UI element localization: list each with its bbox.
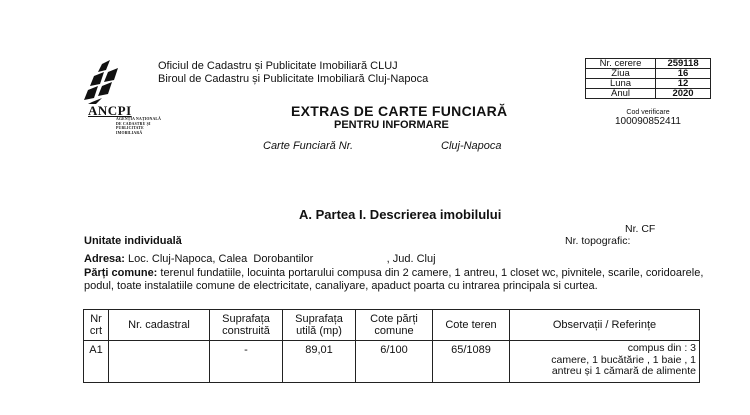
address-label: Adresa: [84, 253, 125, 265]
info-value: 12 [656, 79, 711, 89]
col-suprafata-utila: Suprafața utilă (mp) [283, 310, 356, 341]
common-parts [84, 267, 714, 292]
info-row [586, 69, 711, 79]
col-suprafata-construita: Suprafața construită [210, 310, 283, 341]
office-line-1: Oficiul de Cadastru și Publicitate Imobiliară CLUJ [158, 60, 398, 72]
common-parts-text: terenul fundatiile, locuinta portarului compusa din 2 camere, 1 antreu, 1 closet wc, pivnitele, scarile, coridoarele, podul, toate instalatiile comune de electricitate, canaliyare, apaduct poarta cu intrarea principala si curtea. [84, 267, 704, 292]
info-label: Nr. cerere [586, 59, 656, 69]
property-table [83, 309, 700, 383]
unit-label: Unitate individuală [84, 235, 182, 247]
nr-topografic-label: Nr. topografic: [565, 235, 631, 247]
col-cote-teren: Cote teren [433, 310, 510, 341]
info-value: 16 [656, 69, 711, 79]
cell-cadastral [109, 341, 210, 383]
verification-code-value: 100090852411 [615, 116, 681, 127]
obs-line: antreu și 1 cămară de alimente [551, 365, 696, 377]
info-label: Anul [586, 89, 656, 99]
info-label: Ziua [586, 69, 656, 79]
verification-code-label: Cod verificare [626, 109, 670, 116]
table-row [84, 341, 700, 383]
document-subtitle: PENTRU INFORMARE [334, 119, 449, 131]
cell-cote-comune: 6/100 [356, 341, 433, 383]
cell-cote-teren: 65/1089 [433, 341, 510, 383]
logo-subtitle: AGENȚIA NAȚIONALĂ DE CADASTRU ȘI PUBLICITATE IMOBILIARĂ [116, 117, 162, 135]
office-line-2: Biroul de Cadastru și Publicitate Imobiliară Cluj-Napoca [158, 73, 429, 85]
logo-name: ANCPI [88, 103, 132, 118]
section-title: A. Partea I. Descrierea imobilului [299, 207, 502, 222]
col-cote-parti-comune: Cote părți comune [356, 310, 433, 341]
carte-funciara-city: Cluj-Napoca [441, 140, 502, 152]
address-line [84, 253, 436, 265]
info-label: Luna [586, 79, 656, 89]
common-parts-label: Părți comune: [84, 267, 158, 279]
col-nr-cadastral: Nr. cadastral [109, 310, 210, 341]
nr-cf-label: Nr. CF [625, 223, 656, 235]
address-value: Loc. Cluj-Napoca, Calea Dorobantilor [128, 253, 314, 265]
document-title: EXTRAS DE CARTE FUNCIARĂ [291, 103, 508, 119]
col-observatii: Observații / Referințe [510, 310, 700, 341]
cell-observatii [510, 341, 700, 383]
request-info-box [585, 58, 711, 99]
cell-utila: 89,01 [283, 341, 356, 383]
info-row [586, 89, 711, 99]
info-row [586, 59, 711, 69]
address-county: , Jud. Cluj [386, 253, 436, 265]
carte-funciara-label: Carte Funciară Nr. [263, 140, 354, 152]
obs-line: camere, 1 bucătărie , 1 baie , 1 [551, 353, 696, 366]
cell-nr: A1 [84, 341, 109, 383]
info-value: 2020 [656, 89, 711, 99]
info-row [586, 79, 711, 89]
obs-line: compus din : 3 [627, 342, 696, 354]
col-nr-crt: Nr crt [84, 310, 109, 341]
table-header-row [84, 310, 700, 341]
cell-construita: - [210, 341, 283, 383]
info-value: 259118 [656, 59, 711, 69]
